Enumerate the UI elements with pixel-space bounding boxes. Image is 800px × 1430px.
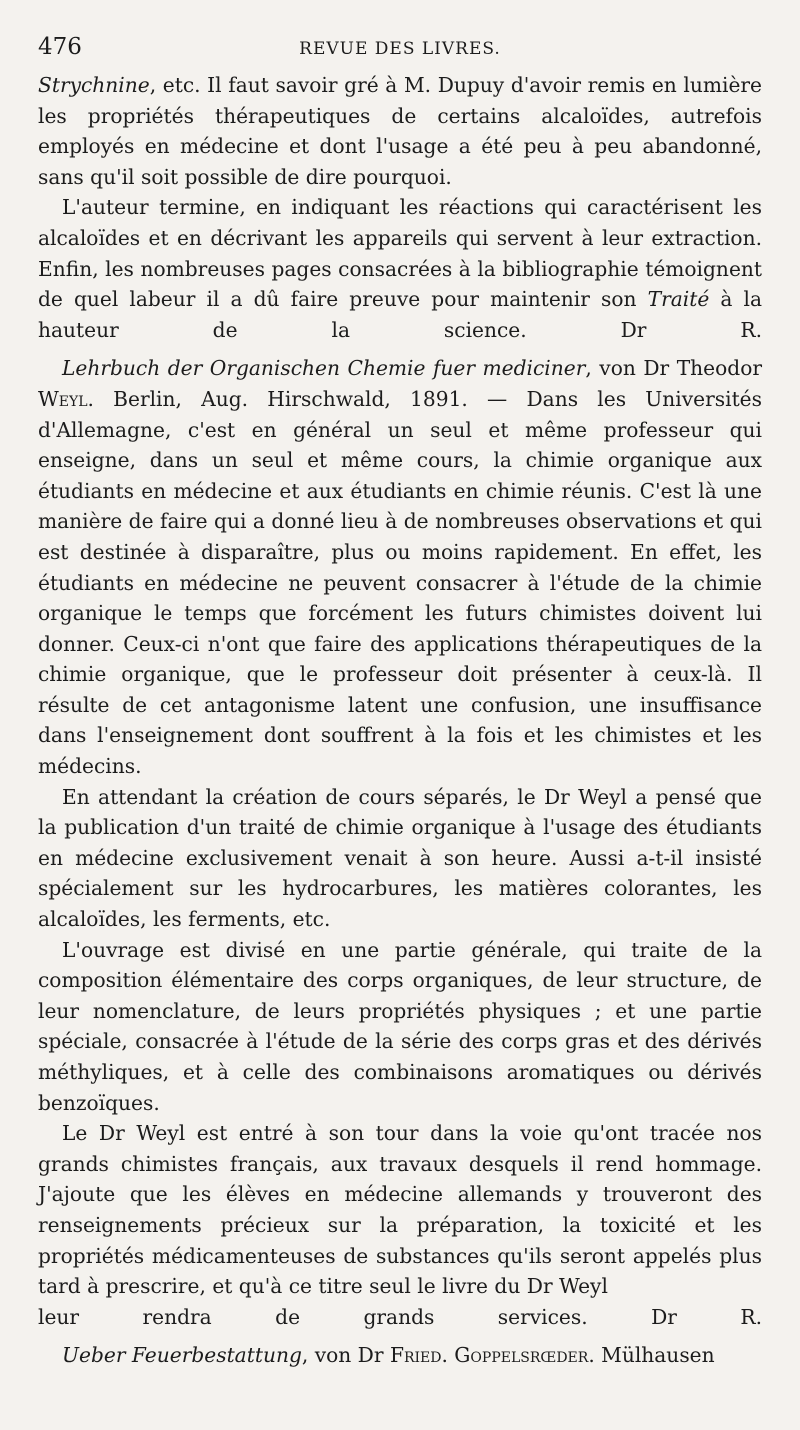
review1-signature: Dr R.	[620, 317, 762, 342]
review3-book-title: Ueber Feuerbestattung	[62, 1343, 302, 1368]
review2-paragraph-2: En attendant la création de cours séparés, le Dr Weyl a pensé que la publication d'un traité de chimie organique à l'usage des étudiants en médecine exclusivement venait à son heure. Aussi a-t-il insisté spécialement sur les hydrocarbures, les matières colorantes, les alcaloïdes, les ferments, etc.	[38, 784, 762, 932]
review1-paragraph-end: à la hauteur de la science.	[38, 287, 762, 342]
review3-heading	[38, 1340, 762, 1371]
review2-heading-paragraph	[38, 353, 762, 781]
review2-paragraph-4	[38, 1118, 762, 1302]
review2-book-title: Lehrbuch der Organischen Chemie fuer mediciner	[62, 356, 586, 381]
review1-continuation-text: , etc. Il faut savoir gré à M. Dupuy d'avoir remis en lumière les propriétés thérapeutiques de certains alcaloïdes, autrefois employés en médecine et dont l'usage a été peu à peu abandonné, sans qu'il soit possible de dire pourquoi.	[38, 73, 762, 189]
review1-paragraph	[38, 192, 762, 345]
page-header	[38, 34, 762, 64]
review3-author: Fried. Goppelsrœder	[389, 1343, 589, 1368]
page-number: 476	[38, 34, 82, 60]
review3-place: . Mülhausen	[588, 1343, 715, 1368]
review2-author: Weyl	[38, 386, 88, 411]
review3-by: , von Dr	[301, 1343, 390, 1368]
page-body	[38, 70, 762, 1371]
review1-italic-traite: Traité	[647, 287, 710, 312]
review2-by: , von Dr Theodor	[585, 356, 763, 381]
review2-signature: Dr R.	[651, 1304, 763, 1329]
review2-body-1: . Berlin, Aug. Hirschwald, 1891. — Dans les Universités d'Allemagne, c'est en général un seul et même professeur qui enseigne, dans un seul et même cours, la chimie organique aux étudiants en médecine et aux étudiants en chimie réunis. C'est là une manière de faire qui a donné lieu à de nombreuses observations et qui est destinée à disparaître, plus ou moins rapidement. En effet, les étudiants en médecine ne peuvent consacrer à l'étude de la chimie organique le temps que forcément les futurs chimistes doivent lui donner. Ceux-ci n'ont que faire des applications thérapeutiques de la chimie organique, que le professeur doit présenter à ceux-là. Il résulte de cet antagonisme latent une confusion, une insuffisance dans l'enseignement dont souffrent à la fois et les chimistes et les médecins.	[38, 386, 762, 779]
review1-italic-word: Strychnine	[38, 73, 150, 97]
review2-paragraph-4-text: Le Dr Weyl est entré à son tour dans la voie qu'ont tracée nos grands chimistes français, aux travaux desquels il rend hommage. J'ajoute que les élèves en médecine allemands y trouveront des renseignements précieux sur la préparation, la toxicité et les propriétés médicamenteuses de substances qu'ils seront appelés plus tard à prescrire, et qu'à ce titre seul le livre du Dr Weyl	[38, 1121, 762, 1299]
review1-continuation	[38, 70, 762, 192]
review2-paragraph-3: L'ouvrage est divisé en une partie générale, qui traite de la composition élémentaire des corps organiques, de leur structure, de leur nomenclature, de leurs propriétés physiques ; et une partie spéciale, consacrée à l'étude de la série des corps gras et des dérivés méthyliques, et à celle des combinaisons aromatiques ou dérivés benzoïques.	[38, 937, 762, 1115]
running-head: REVUE DES LIVRES.	[299, 39, 501, 59]
review2-closing-text: leur rendra de grands services.	[38, 1304, 588, 1329]
review2-closing-line	[38, 1302, 762, 1333]
review1-paragraph-text: L'auteur termine, en indiquant les réactions qui caractérisent les alcaloïdes et en décrivant les appareils qui servent à leur extraction. Enfin, les nombreuses pages consacrées à la bibliographie témoignent de quel labeur il a dû faire preuve pour maintenir son	[38, 195, 762, 312]
